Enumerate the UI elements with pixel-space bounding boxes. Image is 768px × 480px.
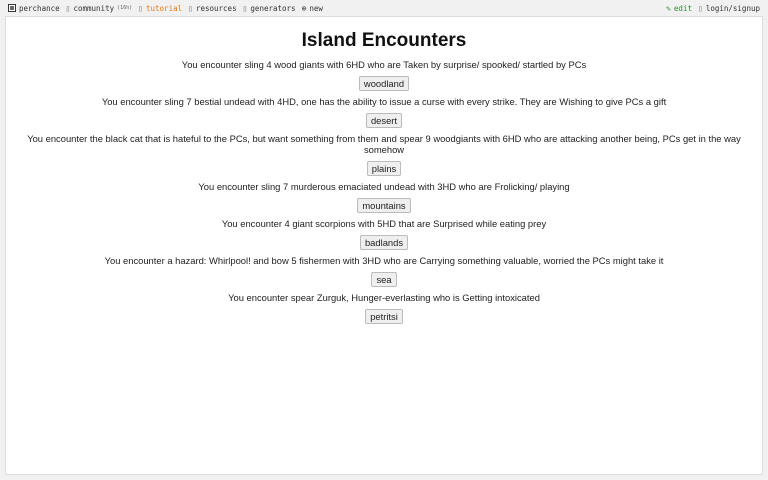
nav-edit-label: edit [673,3,692,13]
nav-community-label: community [73,3,115,13]
reroll-woodland-button[interactable]: woodland [359,76,409,91]
encounter-text: You encounter sling 4 wood giants with 6HD who are Taken by surprise/ spooked/ startled by PCs [181,59,587,70]
encounter-text: You encounter a hazard: Whirlpool! and bow 5 fishermen with 3HD who are Carrying something valuable, worried the PCs might take it [104,255,664,266]
nav-login-label: login/signup [705,3,760,13]
nav-tutorial[interactable] [138,4,182,13]
encounter-item [6,255,762,292]
nav-generators[interactable] [243,4,296,13]
folder-icon: ▯ [188,3,193,13]
encounter-text: You encounter spear Zurguk, Hunger-everlasting who is Getting intoxicated [228,292,540,303]
nav-edit[interactable] [666,4,692,13]
nav-login[interactable] [698,4,760,13]
list-icon: ▯ [242,3,248,13]
encounter-item [6,96,762,133]
nav-perchance[interactable] [8,4,60,13]
nav-right [666,4,760,13]
encounter-item [6,59,762,96]
book-icon: ▯ [138,3,143,13]
nav-new-label: new [309,3,323,13]
nav-left [8,4,323,13]
reroll-badlands-button[interactable]: badlands [360,235,408,250]
reroll-sea-button[interactable]: sea [371,272,396,287]
encounter-text: You encounter sling 7 murderous emaciated undead with 3HD who are Frolicking/ playing [198,181,570,192]
plus-circle-icon: ⊕ [301,3,307,13]
nav-new[interactable] [302,4,323,13]
nav-community[interactable] [66,4,133,13]
nav-resources-label: resources [195,3,237,13]
encounter-item [6,292,762,329]
encounter-list [6,59,762,329]
chat-icon: ▯ [65,3,71,13]
reroll-mountains-button[interactable]: mountains [357,198,410,213]
reroll-desert-button[interactable]: desert [366,113,402,128]
nav-tutorial-label: tutorial [146,3,183,13]
reroll-plains-button[interactable]: plains [367,161,402,176]
encounter-text: You encounter sling 7 bestial undead with 4HD, one has the ability to issue a curse with every strike. They are Wishing to give PCs a gift [101,96,667,107]
reroll-petritsi-button[interactable]: petritsi [365,309,403,324]
nav-generators-label: generators [250,3,296,13]
encounter-item [6,218,762,255]
encounter-item [6,133,762,181]
encounter-item [6,181,762,218]
encounter-text: You encounter the black cat that is hateful to the PCs, but want something from them and spear 9 woodgiants with 6HD who are attacking another being, PCs get in the way somehow [27,133,741,155]
page-title: Island Encounters [301,30,467,51]
encounter-text: You encounter 4 giant scorpions with 5HD that are Surprised while eating prey [221,218,547,229]
nav-perchance-label: perchance [19,3,60,13]
community-count: (16h) [117,5,133,11]
generator-output-panel [5,16,763,475]
pencil-icon: ✎ [666,3,671,13]
nav-resources[interactable] [188,4,236,13]
top-nav-bar [0,0,768,16]
user-icon: ▯ [697,3,703,13]
dice-icon [8,4,16,12]
